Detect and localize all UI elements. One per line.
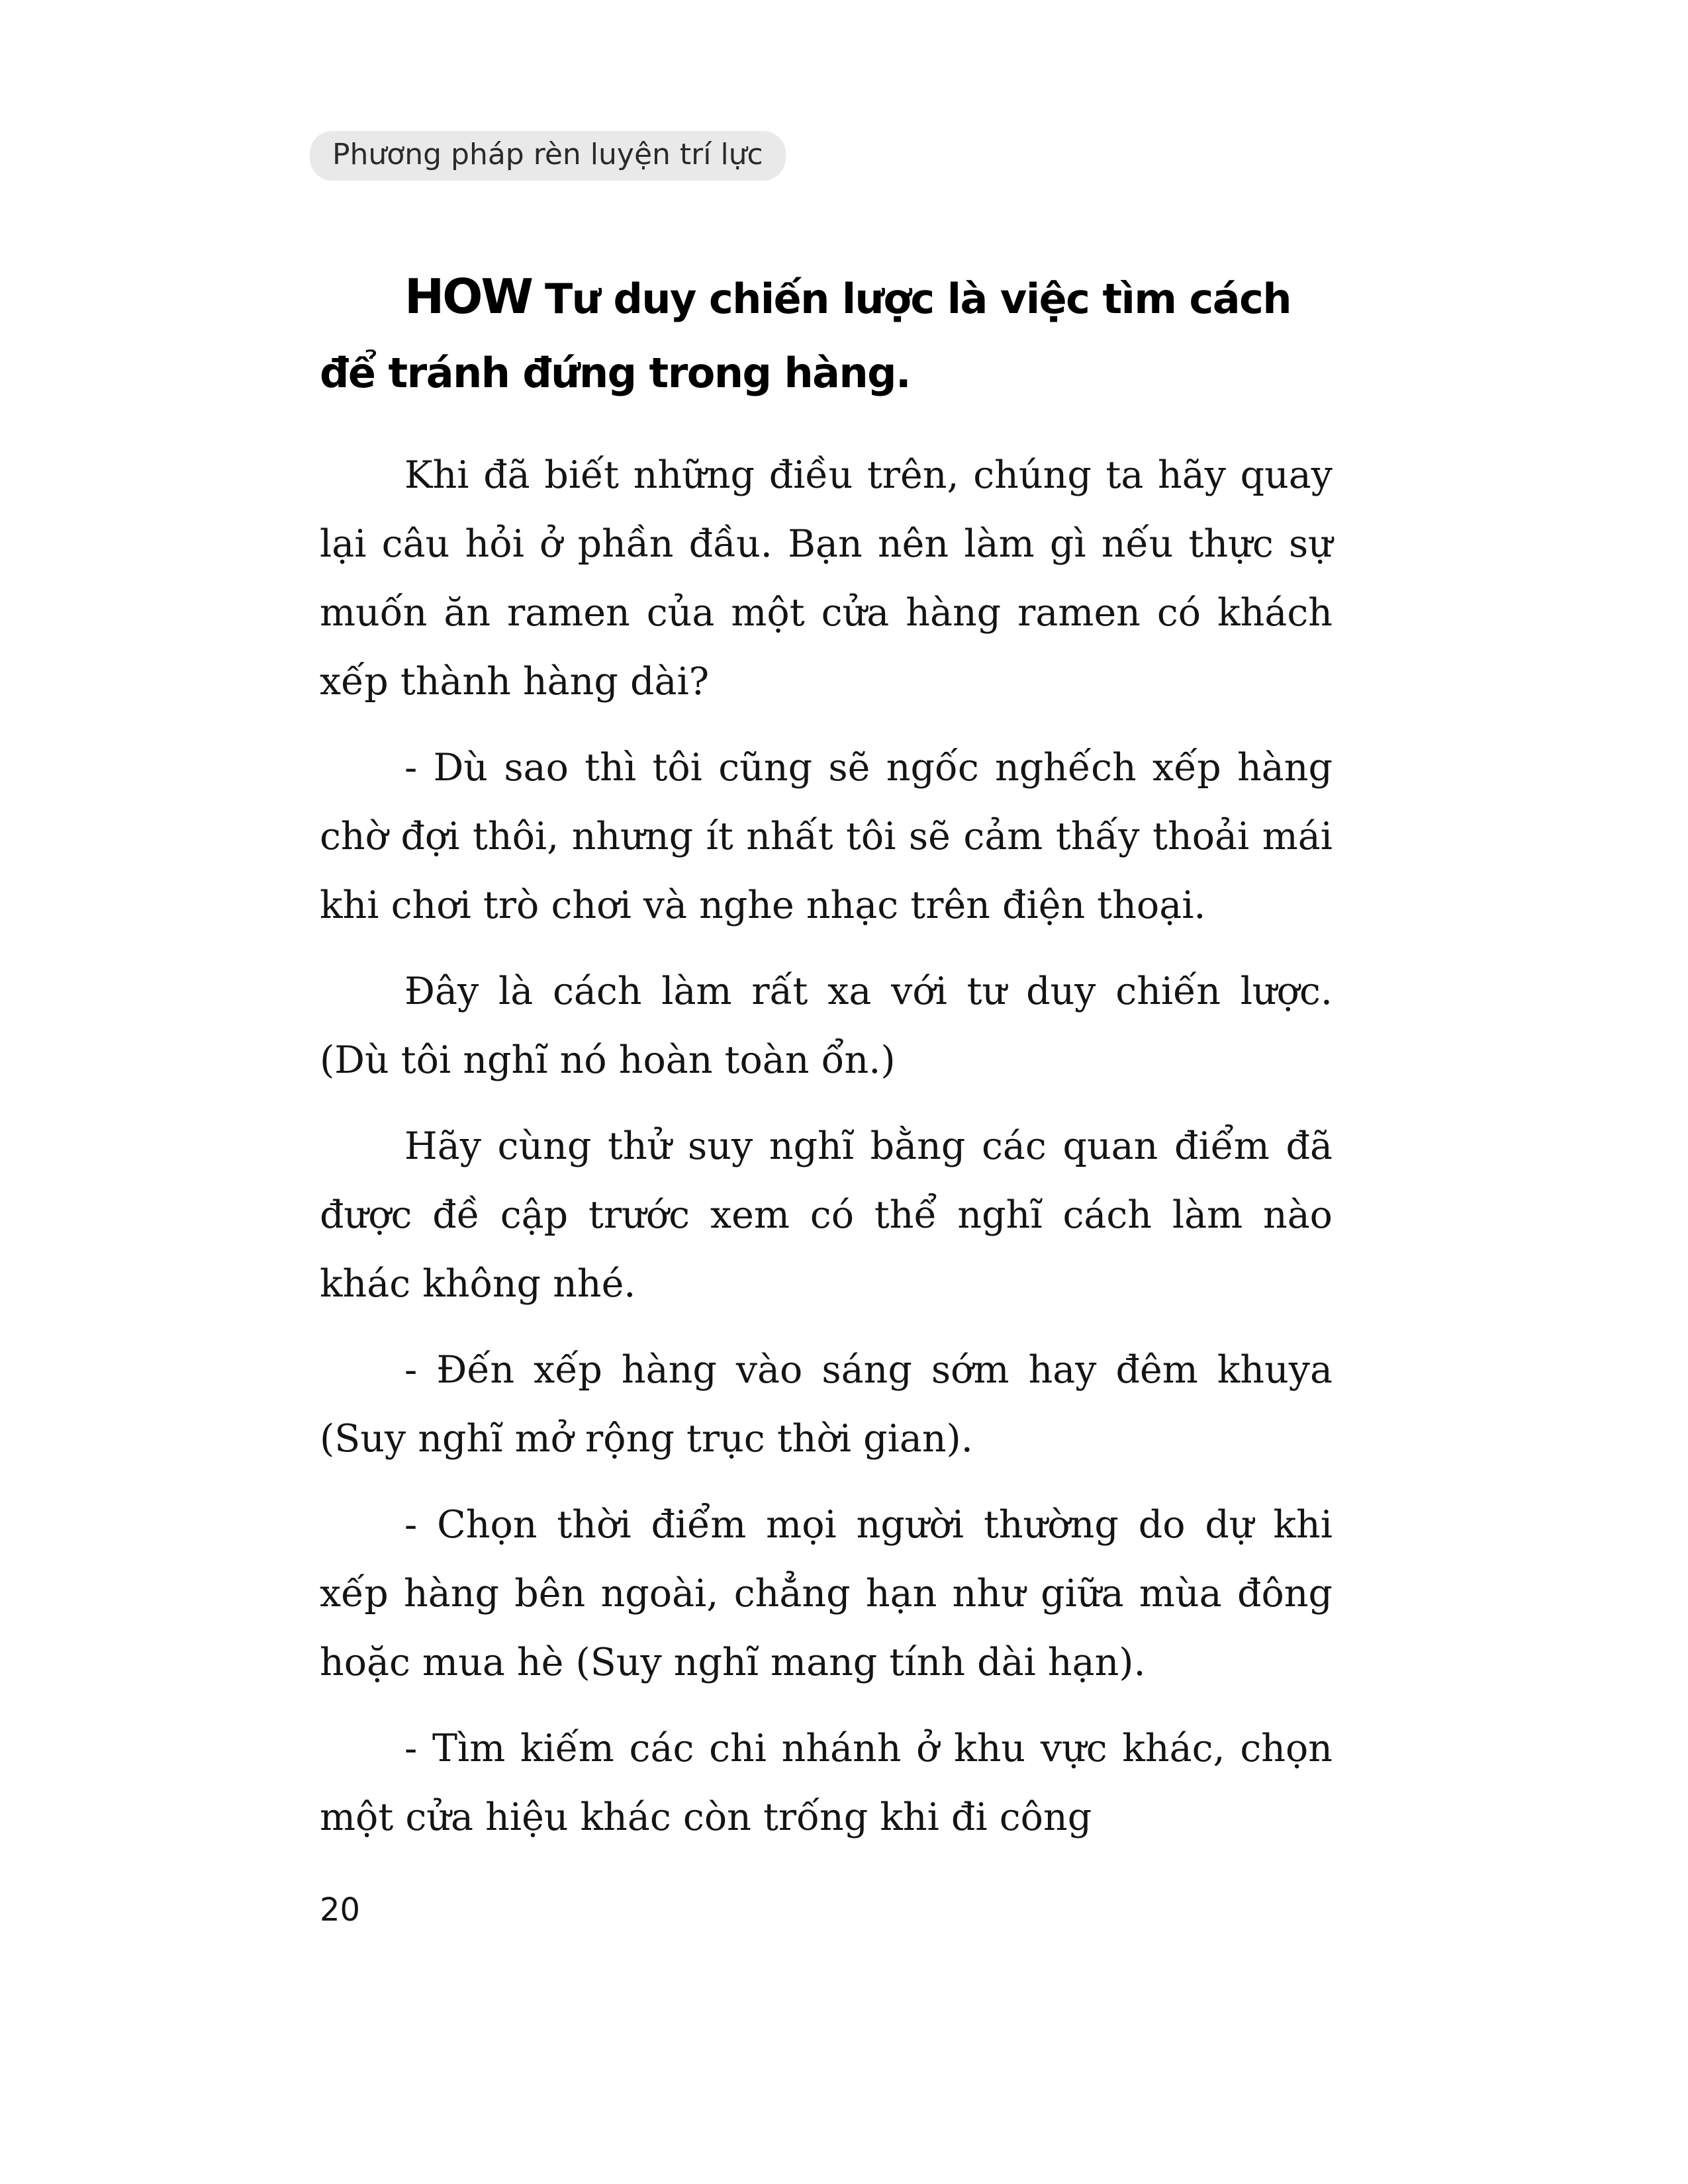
running-header (310, 131, 786, 181)
paragraph: Đây là cách làm rất xa với tư duy chiến lược. (Dù tôi nghĩ nó hoàn toàn ổn.) (320, 970, 1333, 1082)
section-heading-text: Tư duy chiến lược là việc tìm cách để tránh đứng trong hàng. (320, 275, 1291, 397)
paragraph: - Chọn thời điểm mọi người thường do dự khi xếp hàng bên ngoài, chẳng hạn như giữa mùa đông hoặc mua hè (Suy nghĩ mang tính dài hạn). (320, 1503, 1333, 1684)
running-header-label: Phương pháp rèn luyện trí lực (332, 138, 763, 171)
paragraph: Hãy cùng thử suy nghĩ bằng các quan điểm đã được đề cập trước xem có thể nghĩ cách làm nào khác không nhé. (320, 1124, 1333, 1306)
paragraph: - Đến xếp hàng vào sáng sớm hay đêm khuya (Suy nghĩ mở rộng trục thời gian). (320, 1348, 1333, 1461)
section-heading-prefix: HOW (404, 269, 532, 324)
page-number: 20 (320, 1891, 361, 1929)
paragraph: Khi đã biết những điều trên, chúng ta hãy quay lại câu hỏi ở phần đầu. Bạn nên làm gì nếu thực sự muốn ăn ramen của một cửa hàng ramen có khách xếp thành hàng dài? (320, 453, 1333, 704)
paragraph: - Tìm kiếm các chi nhánh ở khu vực khác, chọn một cửa hiệu khác còn trống khi đi công (320, 1727, 1333, 1839)
section-heading (320, 259, 1333, 410)
page-content (320, 259, 1333, 1852)
paragraph: - Dù sao thì tôi cũng sẽ ngốc nghếch xếp hàng chờ đợi thôi, nhưng ít nhất tôi sẽ cảm thấy thoải mái khi chơi trò chơi và nghe nhạc trên điện thoại. (320, 746, 1333, 927)
